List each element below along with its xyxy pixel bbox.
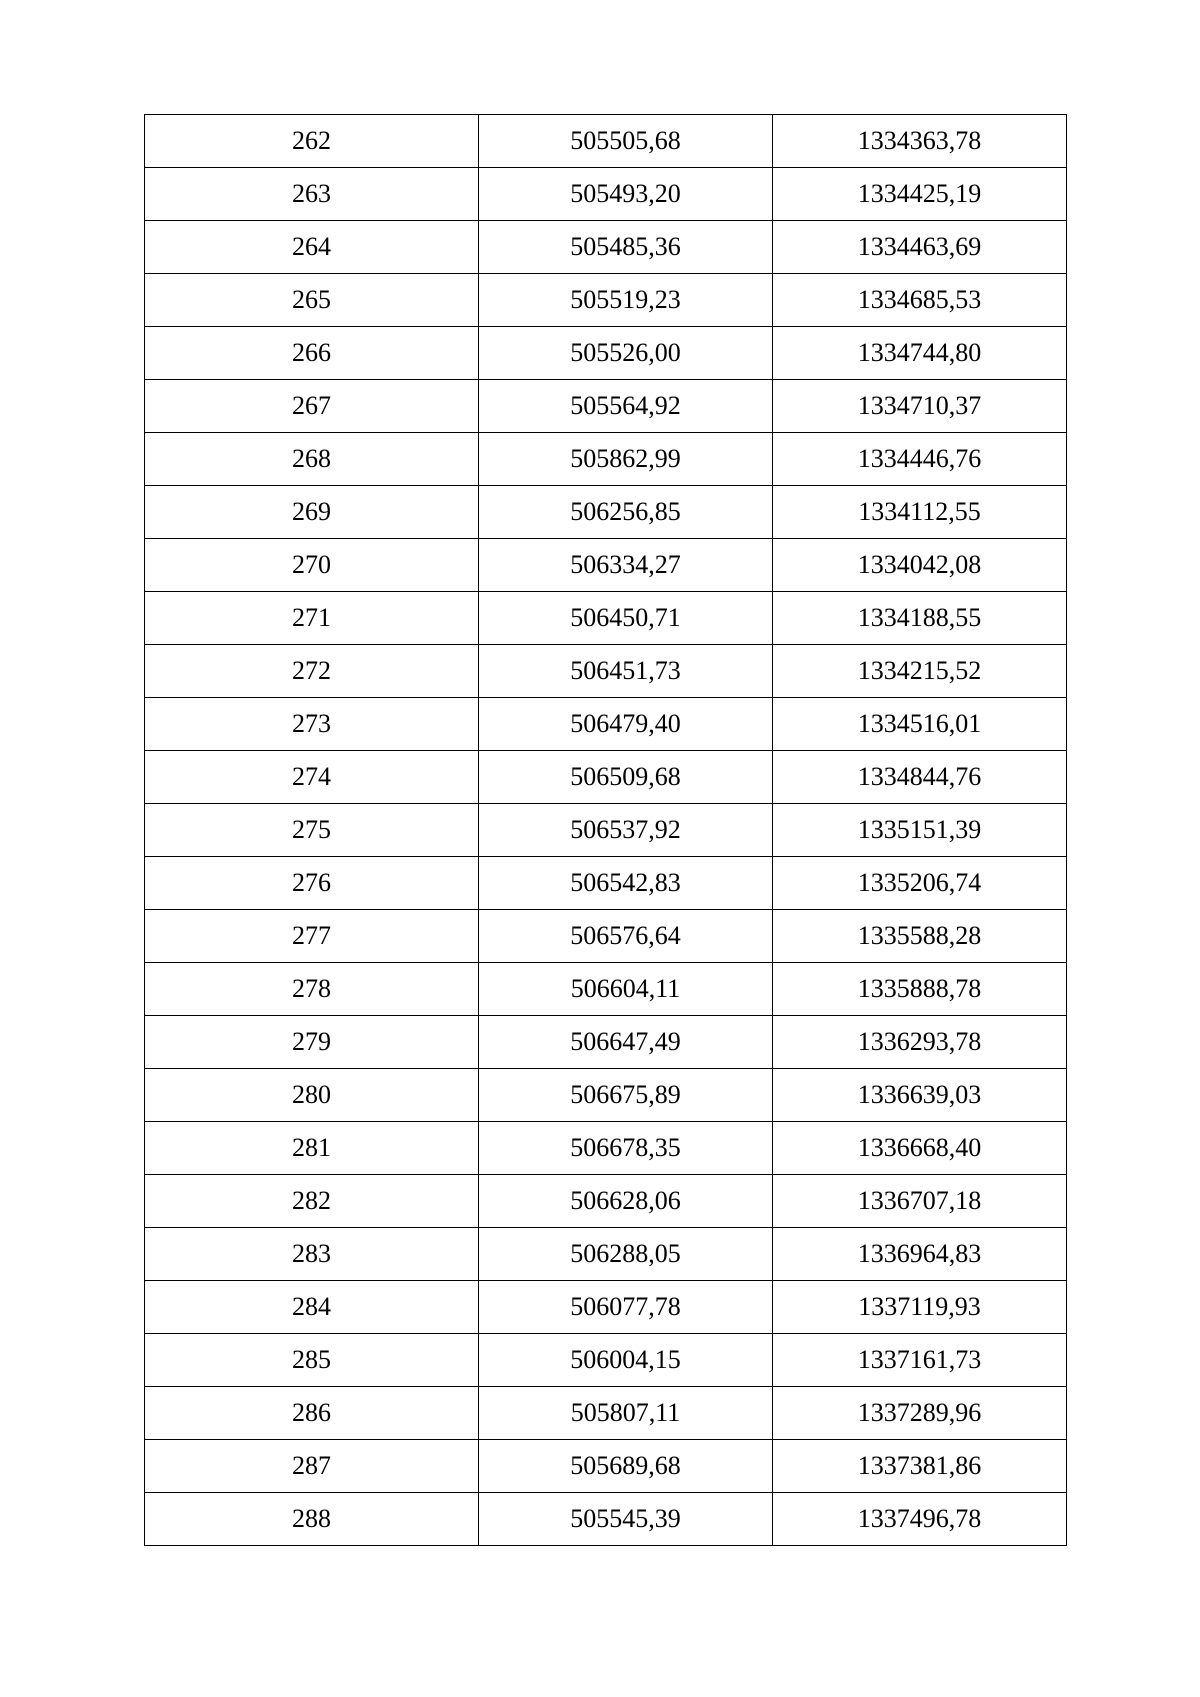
x-coordinate-cell: 505519,23 [479, 274, 773, 327]
y-coordinate-cell: 1334363,78 [773, 115, 1067, 168]
x-coordinate-cell: 505689,68 [479, 1440, 773, 1493]
point-number-cell: 283 [145, 1228, 479, 1281]
x-coordinate-cell: 505485,36 [479, 221, 773, 274]
table-row [145, 1281, 1067, 1334]
x-coordinate-cell: 505564,92 [479, 380, 773, 433]
x-coordinate-cell: 506604,11 [479, 963, 773, 1016]
x-coordinate-cell: 506628,06 [479, 1175, 773, 1228]
table-row [145, 1440, 1067, 1493]
point-number-cell: 275 [145, 804, 479, 857]
point-number-cell: 281 [145, 1122, 479, 1175]
point-number-cell: 282 [145, 1175, 479, 1228]
x-coordinate-cell: 506509,68 [479, 751, 773, 804]
y-coordinate-cell: 1334744,80 [773, 327, 1067, 380]
point-number-cell: 265 [145, 274, 479, 327]
table-row [145, 433, 1067, 486]
x-coordinate-cell: 506077,78 [479, 1281, 773, 1334]
table-row [145, 486, 1067, 539]
x-coordinate-cell: 506288,05 [479, 1228, 773, 1281]
point-number-cell: 272 [145, 645, 479, 698]
table-row [145, 1228, 1067, 1281]
y-coordinate-cell: 1337289,96 [773, 1387, 1067, 1440]
point-number-cell: 264 [145, 221, 479, 274]
y-coordinate-cell: 1334446,76 [773, 433, 1067, 486]
table-row [145, 1334, 1067, 1387]
x-coordinate-cell: 506542,83 [479, 857, 773, 910]
x-coordinate-cell: 505493,20 [479, 168, 773, 221]
table-row [145, 327, 1067, 380]
table-row [145, 1122, 1067, 1175]
x-coordinate-cell: 506004,15 [479, 1334, 773, 1387]
table-row [145, 645, 1067, 698]
y-coordinate-cell: 1337161,73 [773, 1334, 1067, 1387]
point-number-cell: 280 [145, 1069, 479, 1122]
x-coordinate-cell: 506334,27 [479, 539, 773, 592]
y-coordinate-cell: 1334425,19 [773, 168, 1067, 221]
x-coordinate-cell: 506647,49 [479, 1016, 773, 1069]
point-number-cell: 277 [145, 910, 479, 963]
y-coordinate-cell: 1337381,86 [773, 1440, 1067, 1493]
point-number-cell: 286 [145, 1387, 479, 1440]
x-coordinate-cell: 506576,64 [479, 910, 773, 963]
table-row [145, 168, 1067, 221]
x-coordinate-cell: 506537,92 [479, 804, 773, 857]
y-coordinate-cell: 1334112,55 [773, 486, 1067, 539]
table-row [145, 963, 1067, 1016]
table-row [145, 1175, 1067, 1228]
x-coordinate-cell: 506678,35 [479, 1122, 773, 1175]
y-coordinate-cell: 1334215,52 [773, 645, 1067, 698]
table-row [145, 1016, 1067, 1069]
table-row [145, 115, 1067, 168]
table-row [145, 857, 1067, 910]
point-number-cell: 273 [145, 698, 479, 751]
table-row [145, 221, 1067, 274]
y-coordinate-cell: 1335888,78 [773, 963, 1067, 1016]
y-coordinate-cell: 1334710,37 [773, 380, 1067, 433]
point-number-cell: 276 [145, 857, 479, 910]
point-number-cell: 268 [145, 433, 479, 486]
y-coordinate-cell: 1337496,78 [773, 1493, 1067, 1546]
point-number-cell: 285 [145, 1334, 479, 1387]
point-number-cell: 267 [145, 380, 479, 433]
point-number-cell: 278 [145, 963, 479, 1016]
y-coordinate-cell: 1334516,01 [773, 698, 1067, 751]
x-coordinate-cell: 506450,71 [479, 592, 773, 645]
point-number-cell: 274 [145, 751, 479, 804]
y-coordinate-cell: 1336964,83 [773, 1228, 1067, 1281]
table-row [145, 1387, 1067, 1440]
y-coordinate-cell: 1334042,08 [773, 539, 1067, 592]
y-coordinate-cell: 1336639,03 [773, 1069, 1067, 1122]
table-row [145, 804, 1067, 857]
point-number-cell: 269 [145, 486, 479, 539]
table-row [145, 910, 1067, 963]
point-number-cell: 288 [145, 1493, 479, 1546]
x-coordinate-cell: 506451,73 [479, 645, 773, 698]
table-row [145, 274, 1067, 327]
y-coordinate-cell: 1336707,18 [773, 1175, 1067, 1228]
x-coordinate-cell: 506675,89 [479, 1069, 773, 1122]
y-coordinate-cell: 1335206,74 [773, 857, 1067, 910]
x-coordinate-cell: 505862,99 [479, 433, 773, 486]
y-coordinate-cell: 1336293,78 [773, 1016, 1067, 1069]
x-coordinate-cell: 505505,68 [479, 115, 773, 168]
point-number-cell: 279 [145, 1016, 479, 1069]
point-number-cell: 284 [145, 1281, 479, 1334]
x-coordinate-cell: 505807,11 [479, 1387, 773, 1440]
y-coordinate-cell: 1334463,69 [773, 221, 1067, 274]
table-row [145, 1493, 1067, 1546]
coordinates-table-body [145, 115, 1067, 1546]
point-number-cell: 271 [145, 592, 479, 645]
y-coordinate-cell: 1335588,28 [773, 910, 1067, 963]
y-coordinate-cell: 1334188,55 [773, 592, 1067, 645]
point-number-cell: 287 [145, 1440, 479, 1493]
x-coordinate-cell: 506256,85 [479, 486, 773, 539]
table-row [145, 380, 1067, 433]
y-coordinate-cell: 1334844,76 [773, 751, 1067, 804]
table-row [145, 1069, 1067, 1122]
point-number-cell: 266 [145, 327, 479, 380]
table-row [145, 539, 1067, 592]
y-coordinate-cell: 1334685,53 [773, 274, 1067, 327]
x-coordinate-cell: 505526,00 [479, 327, 773, 380]
y-coordinate-cell: 1336668,40 [773, 1122, 1067, 1175]
table-row [145, 592, 1067, 645]
point-number-cell: 262 [145, 115, 479, 168]
y-coordinate-cell: 1337119,93 [773, 1281, 1067, 1334]
coordinates-table [144, 114, 1067, 1546]
table-row [145, 698, 1067, 751]
y-coordinate-cell: 1335151,39 [773, 804, 1067, 857]
point-number-cell: 263 [145, 168, 479, 221]
point-number-cell: 270 [145, 539, 479, 592]
x-coordinate-cell: 505545,39 [479, 1493, 773, 1546]
x-coordinate-cell: 506479,40 [479, 698, 773, 751]
table-row [145, 751, 1067, 804]
